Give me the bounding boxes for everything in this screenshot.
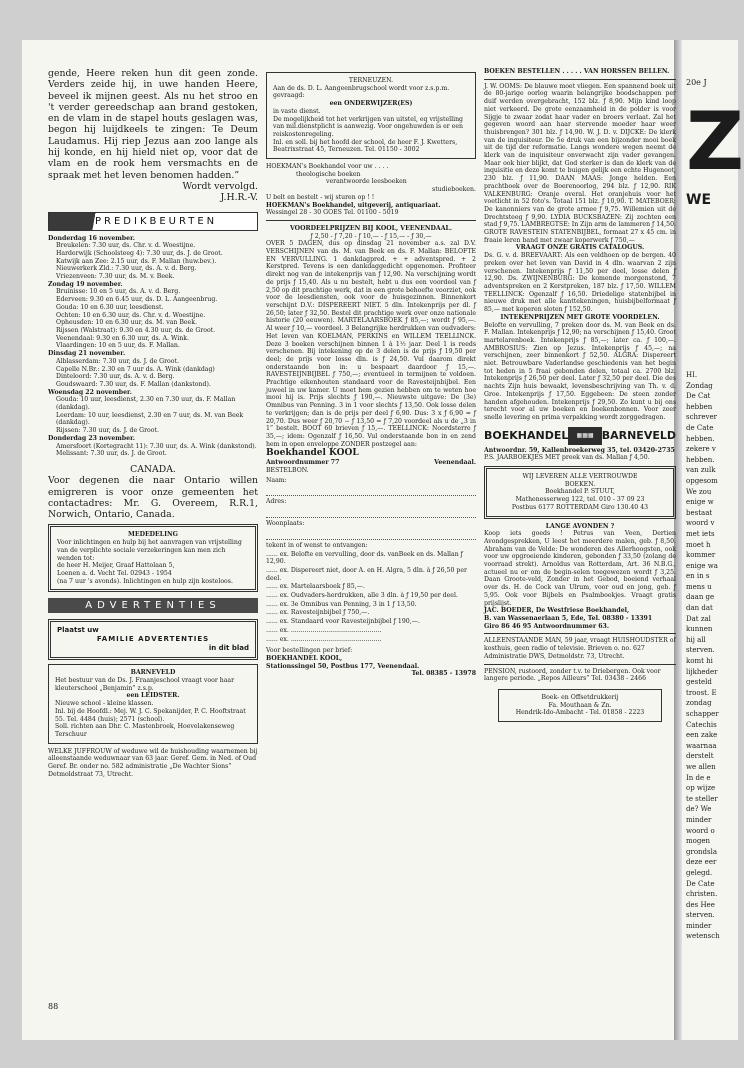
order-line[interactable]: ...... ex. .............................................. <box>266 626 382 634</box>
next-page-line: gelegd. <box>686 868 713 877</box>
kool-antwoord-left: Antwoordnummer 77 <box>266 459 340 467</box>
juffrouw-ad: WELKE JUFFROUW of weduwe wil de huishouding waarnemen bij alleenstaande weduwnaar van 63 jaar. Geref. Gem. in Ned. of Oud Geref. Br. onder no. 582 administratie „De Wachter Sions” Detmoldstraat 73, Utrecht. <box>48 747 258 778</box>
mededeling-text: Voor inlichtingen en hulp bij het aanvragen van vrijstelling van de verplichte sociale verzekeringen kan men zich wenden tot: <box>57 539 242 562</box>
service-line: Ederveen: 9.30 en 6.45 uur, ds. D. L. Aangeenbrug. <box>56 296 218 304</box>
next-page-line: de Cate <box>686 423 714 432</box>
page-number: 88 <box>48 1002 59 1011</box>
hoekman-line5: U belt en bestelt - wij sturen op ! ! <box>266 193 375 201</box>
adres-line[interactable] <box>266 508 476 518</box>
hoekman-ad <box>266 163 476 221</box>
service-line: Veenendaal: 9.30 en 6.30 uur, ds. A. Wink. <box>56 334 189 342</box>
predikbeurten-title: PREDIKBEURTEN <box>95 215 218 227</box>
kool-addr2: Stationssingel 50, Postbus 177, Veenendaal. <box>266 662 420 670</box>
next-page-line: bestaat <box>686 508 713 517</box>
next-page-line: hebben. <box>686 434 715 443</box>
van-horssen-header: BOEKEN BESTELLEN . . . . . VAN HORSSEN BELLEN. <box>484 68 670 75</box>
stuut-line3: Boekhandel P. STUUT, <box>545 488 615 496</box>
next-page-line: mogen <box>686 837 710 846</box>
leidster: een LEIDSTER. <box>126 692 180 700</box>
next-page-text <box>686 370 720 942</box>
terneuzen-text: Aan de ds. D. L. Aangeenbrugschool wordt voor z.s.p.m. gevraagd: <box>273 84 450 100</box>
next-page-line: daan ge <box>686 593 715 602</box>
service-line: Rijssen (Walstraat): 9.30 en 4.30 uur, ds. de Groot. <box>56 327 216 334</box>
next-page-line: mens u <box>686 582 712 591</box>
onderwijzer: een ONDERWIJZER(ES) <box>329 100 413 108</box>
next-page-line: schapper <box>686 710 719 718</box>
mededeling-addr2: Loenen a. d. Vecht Tel. 02943 - 1954 <box>57 569 172 577</box>
divider <box>484 79 676 80</box>
familie-ad-box <box>48 619 258 660</box>
barneveld-soll: Soll. richten aan Dhr. C. Mastenbroek, Hoevelakenseweg Terschuur <box>55 723 235 738</box>
column-left <box>48 68 258 779</box>
column-middle <box>266 68 476 678</box>
next-page-line: We zou <box>686 487 712 496</box>
order-list <box>266 551 476 644</box>
next-page-line: troost. E <box>686 688 717 697</box>
barneveld-info: Inl. bij de Hoofdl.: Mej. W. J. C. Spekanijder, P. C. Hooftstraat 55. Tel. 4484 (huis); 2571 (school). <box>55 707 246 723</box>
next-page-line: opgesom <box>686 476 718 485</box>
next-page-line: sterven. <box>686 646 715 655</box>
next-page-line: we allen <box>686 762 716 771</box>
vaste-dienst: in vaste dienst. <box>273 107 321 115</box>
next-page-edge <box>682 40 744 1040</box>
leidster-sub: Nieuwe school - kleine klassen. <box>55 700 154 708</box>
drukkerij-line1: Boek- en Offsetdrukkerij <box>541 693 619 701</box>
to-be-continued: Wordt vervolgd. <box>182 180 258 192</box>
next-page-line: hebben <box>686 402 713 411</box>
lange-avonden-text: Koop iets goeds ! Petrus van Veen, Dertien Avondgesprekken, U leest het meerdere malen, geb. ƒ 8,50. Abraham van de Velde: De wonderen des Allerhoogsten, ook voor uw opgroeiende kinderen, gebonden ƒ 33,50 (zolang de voorraad strekt). Arnoldus van Rotterdam, Art. 36 N.B.G., actueel nu er om de begin-selen toegewezen wordt ƒ 3,25. Daan Groote-veld, Zonder in het Gebod, boeiend verhaal over ds. H. de Cock van Ulrum, voor oud en jong, geb. ƒ 5,95. Ook voor Bijbels en Psalmboekjes. Vraagt gratis prijslijst. <box>484 530 676 607</box>
van-horssen-books3: Belofte en vervulling, 7 preken door ds. M. van Beek en ds. F. Mallan. Intekenprijs ƒ 12,90; na verschijnen ƒ 15,40. Groot martelarenboek. Intekenprijs ƒ 85,—; later ca. ƒ 100,—. AMBROSIUS: Zien op Jezus. Intekenprijs ƒ 45,—; na verschijnen, zeer binnenkort ƒ 52,50. ALGRA: Dispereert niet. Betrouwbare Vaderlandse geschiedenis van het begin tot heden in 5 fraai gebonden delen, totaal ca. 2700 blz. Intekenprijs ƒ 26,50 per deel. Later ƒ 32,50 per deel. Die des nachts Zijn huis bewaakt, levensbeschrijving van Th. v. d. Groe. Intekenprijs ƒ 17,50. Eggebeen: De steen zonder handen afgehouden. Intekenprijs ƒ 29,50. Zo kunt u bij ons terecht voor al uw boeken en boekenbonnen. Voor zeer snelle levering en prima verpakking wordt zorggedragen. <box>484 321 676 421</box>
next-page-line: enige w <box>686 498 714 507</box>
alleenstaande-ad: ALLEENSTAANDE MAN, 59 jaar, vraagt HUISHOUDSTER of kosthuis, geen radio of televisie. Brieven o. no. 627 Administratie DWS, Detmoldstr. 73, Utrecht. <box>484 637 676 660</box>
service-line: Bruinisse: 10 en 5 uur, ds. A. v. d. Berg. <box>56 288 181 296</box>
next-page-line: woord v <box>686 519 715 528</box>
next-page-line: de? We <box>686 805 712 814</box>
next-page-line: waarnaa <box>686 741 717 750</box>
article-author: J.H.R.-V. <box>220 192 258 204</box>
stuut-line1: WIJ LEVEREN ALLE VERTROUWDE <box>522 473 638 481</box>
next-page-line: christen. <box>686 890 718 899</box>
next-page-line: Catechis <box>686 720 717 729</box>
next-page-line: zondag <box>686 699 712 708</box>
barneveld-school-ad <box>48 664 258 743</box>
tekent-in: tekent in of wenst te ontvangen: <box>266 541 368 549</box>
next-page-line: De Cat <box>686 392 711 401</box>
hoekman-line1: HOEKMAN's Boekhandel voor uw . . . . <box>266 163 389 171</box>
drukkerij-line3: Hendrik-Ido-Ambacht - Tel. 01858 - 2223 <box>515 709 645 717</box>
divider <box>484 633 676 634</box>
service-line: Melissant: 7.30 uur, ds. J. de Groot. <box>56 450 167 458</box>
next-page-line: gesteld <box>686 678 712 687</box>
plaatst-line1: Plaatst uw <box>57 626 99 635</box>
boeder-line2: B. van Wassenaerlaan 5, Ede, Tel. 08380 - 13391 <box>484 615 653 622</box>
kool-antwoord-right: Veenendaal. <box>434 459 476 467</box>
next-page-line: lijkheder <box>686 667 718 676</box>
kool-title: VOORDEELPRIJZEN BIJ KOOL, VEENENDAAL. <box>289 224 452 232</box>
logo-right: BARNEVELD <box>601 429 676 443</box>
kool-addr1: BOEKHANDEL KOOL, <box>266 655 343 662</box>
kool-text: OVER 5 DAGEN, dus op dinsdag 21 november a.s. zal D.V. VERSCHIJNEN van ds. M. van Beek en ds. F. Mallan: BELOFTE EN VERVULLING. 1 dankdagpred. + + adventspred. + 2 Kerstpred. Tevens is een dankdaggedicht opgenomen. Profiteer direkt nog van de intekenprijs van ƒ 12,90. Na verschijning wordt de prijs ƒ 15,40. Als u nu bestelt, hebt u dus een voordeel van ƒ 2,50 op dit prachtige werk, dat in een grote behoefte voorziet, ook voor de leesdiensten, ook voor de huisgezinnen. Binnenkort verschijnt D.V.: DISPEREERT NIET. 5 dln. Intekenprijs per dl. ƒ 26,50; later ƒ 32,50. Bestel dit prachtige werk over onze nationale historie (20 eeuwen). MARTELAARSBOEK ƒ 85,—; wordt ƒ 95,—. Al weer ƒ 10,— voordeel. 3 Belangrijke herdrukken van oudvaders: Het leven van KOELMAN, PERKINS en WILLEM TEELLINCK. Deze 3 boeken verschijnen binnen 1 à 1½ jaar. Deel 1 is reeds verschenen. Bij intekening op de 3 delen is de prijs ƒ 19,50 per deel; de prijs voor losse dln. is ƒ 24,50. Vul daarom direkt onderstaande bon in: u bespaart daardoor ƒ 15,—. RAVESTEIJNBIJBEL ƒ 750,—; eventueel in termijnen te voldoen. Prachtige eikenhouten standaard voor de Ravesteijnbijbel. Een juweel in uw kamer. U moet hem gezien hebben om te weten hoe mooi hij is. Prijs slechts ƒ 190,—. Nieuwste uitgave: De (3e) Omnibus van Penning. 3 in 1 voor slechts ƒ 13,50. Ook losse delen te verkrijgen; dan is de prijs per deel ƒ 6,90. Dus: 3 x ƒ 6,90 = ƒ 20,70. Dus weer ƒ 20,70 − ƒ 13,50 = ƒ 7,20 voordeel als u de „3 in 1” bestelt. BOOT 60 brieven ƒ 15,—. TEELLINCK: Noordsterre ƒ 35,—; idem: Ogenzalf ƒ 16,50. Vul onderstaande bon in en zend hem in open enveloppe ZONDER postzegel aan: <box>266 240 476 448</box>
next-page-line: HI. <box>686 371 698 379</box>
order-line[interactable]: ...... ex. 3e Omnibus van Penning, 3 in 1 ƒ 13,50. <box>266 600 417 608</box>
service-day: Dinsdag 21 november. <box>48 350 126 358</box>
next-page-line: moet h <box>686 540 711 549</box>
service-line: Rijssen: 7.30 uur, ds. J. de Groot. <box>56 427 159 435</box>
next-page-line: zekere v <box>686 445 716 454</box>
plaatst-line3: in dit blad <box>208 644 249 653</box>
mededeling-addr3: (na 7 uur 's avonds). Inlichtingen en hulp zijn kosteloos. <box>57 577 233 585</box>
woonplaats-field[interactable]: Woonplaats: <box>266 520 305 528</box>
next-page-line: In de e <box>686 773 711 782</box>
naam-field[interactable]: Naam: <box>266 476 287 484</box>
jaarboekjes: P.S. JAARBOEKJES MET preek van ds. Mallan ƒ 4,50. <box>484 454 650 462</box>
terneuzen-soll: Inl. en soll. bij het hoofd der school, de heer F. J. Kwetters, Beatrixstraat 45, Terneuzen. Tel. 01150 - 3002 <box>273 138 458 154</box>
woonplaats-line[interactable] <box>266 530 476 540</box>
boekhandel-barneveld-logo <box>484 427 676 445</box>
next-page-line: met iets <box>686 529 715 538</box>
bestelbon-title: BESTELBON. <box>266 467 309 475</box>
drukkerij-box <box>498 689 662 722</box>
naam-line[interactable] <box>266 486 476 496</box>
intekenprijzen: INTEKENPRIJZEN MET GROTE VOORDELEN. <box>500 313 660 321</box>
services-list <box>48 235 258 458</box>
order-line[interactable]: ...... ex. Dispereert niet, door A. en H. Algra, 5 dln. à ƒ 26,50 per deel. <box>266 566 467 582</box>
kool-prices: ƒ 2,50 - ƒ 7,20 - ƒ 10,— - ƒ 15,— - ƒ 30,— <box>310 232 432 240</box>
order-line[interactable]: ...... ex. Standaard voor Ravesteijnbijbel ƒ 190,—. <box>266 618 420 626</box>
lange-avonden-title: LANGE AVONDEN ? <box>545 522 615 530</box>
next-page-line: minder <box>686 815 712 824</box>
terneuzen-title: TERNEUZEN. <box>348 77 394 84</box>
order-line[interactable]: ...... ex. Martelaarsboek ƒ 85,—. <box>266 583 365 591</box>
boeder-line3: Giro 86 46 95 Antwoordnummer 63. <box>484 622 610 630</box>
terneuzen-ad <box>266 72 476 159</box>
next-page-line: op wijze <box>686 784 716 793</box>
order-line[interactable]: ...... ex. Belofte en vervulling, door ds. vanBeek en ds. Mallan ƒ 12,90. <box>266 550 463 566</box>
service-day: Woensdag 22 november. <box>48 388 132 396</box>
kool-addr3: Tel. 08385 - 13978 <box>411 670 476 678</box>
next-page-line: deze eer <box>686 858 717 867</box>
stuut-line2: BOEKEN. <box>564 480 596 488</box>
stuut-line4: Mathenesserweg 122, tel. 010 - 37 09 23 <box>515 496 645 504</box>
drukkerij-line2: Fa. Mouthaan & Zn. <box>548 701 612 709</box>
order-line[interactable]: ...... ex. Oudvaders-herdrukken, alle 3 dln. à ƒ 19,50 per deel. <box>266 592 458 600</box>
mededeling-title: MEDEDELING <box>128 531 178 539</box>
service-line: Vriezenveen: 7.30 uur, ds. M. v. Beek. <box>56 273 175 281</box>
kool-logo: Boekhandel KOOL <box>266 448 359 459</box>
next-page-line: De Cate <box>686 879 715 888</box>
catalogus: VRAAGT ONZE GRATIS CATALOGUS. <box>515 244 645 252</box>
service-line: Opheusden: 10 en 6.30 uur, ds. M. van Beek. <box>56 319 197 327</box>
barneveld-title: BARNEVELD <box>130 669 176 677</box>
canada-text: Voor degenen die naar Ontario willen emigreren is voor onze gemeenten het contactadres: Mr. G. Overeem, R.R.1, Norwich, Ontario, Canada. <box>48 475 258 521</box>
service-line: Gouda: 10 uur, leesdienst, 2.30 en 7.30 uur, ds. F. Mallan (dankdag). <box>56 396 236 412</box>
next-page-line: Zondag <box>686 381 713 390</box>
service-day: Zondag 19 november. <box>48 280 123 288</box>
service-line: Ochten: 10 en 6.30 uur, ds. Chr. v. d. Woestijne. <box>56 311 206 319</box>
service-line: Amersfoort (Kortegracht 11): 7.30 uur, ds. A. Wink (dankstond). <box>56 442 257 450</box>
divider <box>484 664 676 665</box>
barneveld-text: Het bestuur van de Ds. J. Fraanjeschool vraagt voor haar kleuterschool „Benjamin” z.s.p. <box>55 677 235 692</box>
article-ending: gende, Heere reken hun dit geen zonde. Verders zeide hij, in uwe handen Heere, beveel ik mijnen geest. Als nu het stroo en 't verder gereedschap aan brand gestoken, en de vlam in de stapel houts geslagen was, begon hij luijdkeels te zingen: Te Deum Laudamus. Hij riep Jezus aan zoo lange als hij konde, en hij hield niet op, voor dat de vlam en de rook hem versmachts en de spraak met het leven benomen hadden.” <box>48 68 258 181</box>
plaatst-line2: FAMILIE ADVERTENTIES <box>96 635 210 644</box>
next-page-line: hebben. <box>686 455 715 464</box>
shop-front-icon: ▦▦▦ <box>568 427 601 445</box>
advertenties-banner: ADVERTENTIES <box>48 598 258 613</box>
kool-antwoord <box>266 459 476 467</box>
hoekman-line3: verantwoorde leesboeken <box>326 178 407 186</box>
next-page-line: van zulk <box>686 466 716 475</box>
next-page-line: dan dat <box>686 604 713 613</box>
service-line: Capelle N.Br.: 2.30 en 7 uur ds. A. Wink (dankdag) <box>56 365 215 373</box>
hoekman-line6: HOEKMAN's Boekhandel, uitgeverij, antiquariaat. <box>266 201 441 209</box>
next-page-line: kommer <box>686 551 716 560</box>
stuut-line5: Postbus 6177 ROTTERDAM Giro 130.40 43 <box>511 503 649 511</box>
predikbeurten-header <box>48 212 258 231</box>
logo-left: BOEKHANDEL <box>484 429 569 443</box>
next-page-line: een zake <box>686 731 718 740</box>
service-line: Alblasserdam: 7.30 uur, ds. J. de Groot. <box>56 357 179 365</box>
next-page-line: kunnen <box>686 625 713 634</box>
next-page-line: woord o <box>686 826 715 835</box>
next-page-line: enige wa <box>686 561 718 570</box>
next-page-headline: WE <box>686 192 712 208</box>
column-right <box>484 68 676 728</box>
service-line: Gouda: 10 en 6.30 uur, leesdienst. <box>56 303 164 311</box>
service-day: Donderdag 16 november. <box>48 234 135 242</box>
terneuzen-more: De mogelijkheid tot het verkrijgen van uitstel, eq vrijstelling van mil.dienstplicht is aanwezig. Voor ongehuwden is er een reiskostenregeling. <box>273 115 464 138</box>
next-page-line: minder <box>686 921 712 930</box>
next-page-big-letter: Z <box>686 95 744 188</box>
next-page-line: en in s <box>686 572 710 581</box>
hoekman-line7: Wessingel 28 - 30 GOES Tel. 01100 - 5019 <box>266 209 399 217</box>
next-page-line: schrever <box>686 413 717 422</box>
service-line: Katwijk aan Zee: 2.15 uur, ds. F. Mallan (huw.bev.). <box>56 257 217 265</box>
service-day: Donderdag 23 november. <box>48 434 135 442</box>
order-line[interactable]: ...... ex. .............................................. <box>266 635 382 643</box>
voor-bestellingen: Voor bestellingen per brief: <box>266 647 353 655</box>
next-page-line: wetensch <box>686 932 720 941</box>
adres-field[interactable]: Adres: <box>266 498 287 506</box>
service-line: Breukelen: 7.30 uur, ds. Chr. v. d. Woestijne. <box>56 242 196 250</box>
service-line: Vlaardingen: 10 en 5 uur, ds. F. Mallan. <box>56 342 180 350</box>
hoekman-line2: theologische boeken <box>296 170 361 178</box>
barneveld-antwoord: Antwoordnr. 59, Kallenbroekerweg 35, tel. 03420-2735 <box>484 446 675 454</box>
next-page-date: 20e J <box>686 78 707 87</box>
service-line: Goudswaard: 7.30 uur, ds. F. Mallan (dankstond). <box>56 380 211 388</box>
stuut-ad <box>484 466 676 519</box>
order-line[interactable]: ...... ex. Ravesteijnbijbel ƒ 750,—. <box>266 609 370 617</box>
next-page-line: grondsla <box>686 847 718 856</box>
van-horssen-books2: Ds. G. v. d. BREEVAART: Als een veldhoen op de bergen. 40 preken over het leven van David in 4 dln. waarvan 2 zijn verschenen. Intekenprijs ƒ 11,50 per deel, losse delen ƒ 12,90. Ds. ZWIJNENBURG: De komende morgenstond, 7 adventspreken en 2 Kerstpreken, 187 blz. ƒ 17,50. WILLEM TEELLINCK: Ogenzalf ƒ 16,50. Driedelige statenbijbel in nieuwe druk met alle kanttekeningen, huisbijbelformaat ƒ 85,— met koperen sloten ƒ 152,50. <box>484 252 676 314</box>
next-page-line: sterven. <box>686 911 715 920</box>
service-line: Nieuwerkerk Zld.: 7.30 uur, ds. A. v. d. Berg. <box>56 265 197 273</box>
van-horssen-books: J. W. OOMS: De blauwe moet vliegen. Een spannend boek uit de 80-jarige oorlog waarin belangrijke boodschappen per duif werden overgebracht, 152 blz. ƒ 8,90. Mijn kind loop niet verkeerd. De grote eenzaamheid in de polder is voor Sijgje te zwaar zodat haar vader en broers verlaat. Zal het gegeven woord aan haar stervende moeder haar weer thuisbrengen? 301 blz. ƒ 14,90. W. J. D. v. DIJCKE: De klerk van de inquisiteur. De 5e druk van een bijzonder mooi boek uit de tijd der reformatie. Langs wondere wegen neemt de klerk van de inquisiteur onverwacht zijn vader gevangen. Maar ook hier blijkt, dat God sterker is dan de klerk van de inquisitie en deze komt te buigen gelijk een echte Hugenoot, 230 blz. ƒ 11,90. DAAN MAAS: Jonge helden. Een prachtboek over de Boerenoorlog, 294 blz. ƒ 12,90. RIK VALKENBURG: Oranje overal. Het oranjehuis voor het voetlicht in 52 foto's. Totaal 151 blz. ƒ 10,90. T. MATEBOER: De kanonniers van de grote armee ƒ 9,75. Willemien uit de Drechtsteeg ƒ 9,90. LYDIA BUCKSBAZEN: Zij zochten een stad ƒ 9,75. LAMBREGTSE: In Zijn arm de lammeren ƒ 14,50. GROTE RAVESTEIN STATENBIJBEL, formaat 27 x 45 cm. in fraaie leren band met zwaar koperwerk ƒ 750,— <box>484 82 676 244</box>
mededeling-box <box>48 524 258 592</box>
canada-title: CANADA. <box>130 463 176 475</box>
boeder-line1: JAC. BOEDER, De Westfriese Boekhandel, <box>484 607 630 615</box>
next-page-line: te steller <box>686 794 718 803</box>
next-page-line: Dat zal <box>686 614 711 623</box>
next-page-line: des Hee <box>686 900 715 909</box>
pension-ad: PENSION, rustoord, zonder t.v. te Driebergen. Ook voor langere periode. „Repos Ailleurs” Tel. 03438 - 2466 <box>484 667 661 683</box>
kool-ad <box>266 225 476 678</box>
service-line: Leerdam: 10 uur, leesdienst, 2.30 en 7 uur, ds. M. van Beek (dankdag). <box>56 411 244 427</box>
next-page-line: derstelt <box>686 752 714 761</box>
magazine-page <box>22 40 674 1040</box>
service-line: Harderwijk (Schoolsteeg 4): 7.30 uur, ds. J. de Groot. <box>56 249 223 257</box>
next-page-line: hij all <box>686 635 706 644</box>
next-page-line: komt hi <box>686 657 713 666</box>
mededeling-addr1: de heer H. Meijer, Graaf Hattolaan 5, <box>57 562 175 570</box>
service-line: Dinteloord: 7.30 uur, ds. A. v. d. Berg. <box>56 373 175 381</box>
hoekman-line4: studieboeken. <box>432 186 476 194</box>
